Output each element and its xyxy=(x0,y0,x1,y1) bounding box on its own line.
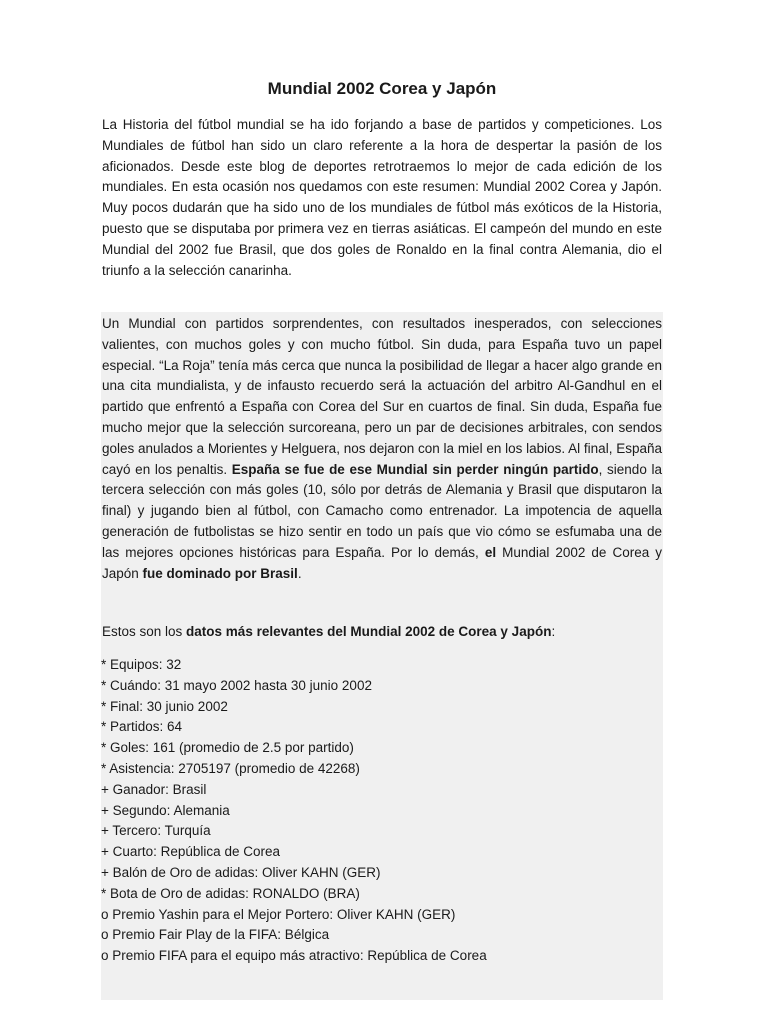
spain-paragraph-text-4: . xyxy=(297,565,302,581)
spain-paragraph-bold-3: fue dominado por Brasil xyxy=(142,565,298,581)
fact-item: * Asistencia: 2705197 (promedio de 42268) xyxy=(101,760,360,776)
fact-item: + Cuarto: República de Corea xyxy=(101,844,280,860)
fact-item: o Premio Yashin para el Mejor Portero: Oliver KAHN (GER) xyxy=(101,906,456,922)
facts-intro-text-2: : xyxy=(551,624,556,639)
facts-list xyxy=(101,655,661,967)
facts-intro-bold: datos más relevantes del Mundial 2002 de Corea y Japón xyxy=(186,624,552,639)
spain-paragraph-text-2: , siendo la tercera selección con más goles (10, sólo por detrás de Alemania y Brasil que disputaron la final) y jugando bien al fútbol, con Camacho como entrenador. La impotencia de aquella generación de futbolistas se hizo sentir en todo un país que vio cómo se esfumaba una de las mejores opciones históricas para España. Por lo demás, xyxy=(102,461,663,560)
fact-item: * Final: 30 junio 2002 xyxy=(101,698,228,714)
spain-paragraph-bold-1: España se fue de ese Mundial sin perder ningún partido xyxy=(231,461,599,477)
fact-item: o Premio Fair Play de la FIFA: Bélgica xyxy=(101,927,330,943)
spain-paragraph-text-3: Mundial 2002 de Corea y Japón xyxy=(102,544,662,581)
fact-item: * Bota de Oro de adidas: RONALDO (BRA) xyxy=(101,885,360,901)
fact-item: + Segundo: Alemania xyxy=(101,802,230,818)
facts-intro-text-1: Estos son los xyxy=(102,624,187,639)
spain-paragraph-bold-2: el xyxy=(484,544,497,560)
fact-item: + Balón de Oro de adidas: Oliver KAHN (GER) xyxy=(101,864,381,880)
fact-item: * Partidos: 64 xyxy=(101,719,183,735)
spain-paragraph xyxy=(102,314,662,584)
fact-item: * Cuándo: 31 mayo 2002 hasta 30 junio 2002 xyxy=(101,677,372,693)
facts-intro-paragraph xyxy=(102,622,662,643)
fact-item: + Ganador: Brasil xyxy=(101,781,207,797)
intro-paragraph: La Historia del fútbol mundial se ha ido forjando a base de partidos y competiciones. Los Mundiales de fútbol han sido un claro referente a la hora de despertar la pasión de los aficionados. Desde este blog de deportes retrotraemos lo mejor de cada edición de los mundiales. En esta ocasión nos quedamos con este resumen: Mundial 2002 Corea y Japón. Muy pocos dudarán que ha sido uno de los mundiales de fútbol más exóticos de la Historia, puesto que se disputaba por primera vez en tierras asiáticas. El campeón del mundo en este Mundial del 2002 fue Brasil, que dos goles de Ronaldo en la final contra Alemania, dio el triunfo a la selección canarinha. xyxy=(102,117,662,278)
spain-paragraph-text-1: Un Mundial con partidos sorprendentes, con resultados inesperados, con selecciones valientes, con muchos goles y con mucho fútbol. Sin duda, para España tuvo un papel especial. “La Roja” tenía más cerca que nunca la posibilidad de llegar a hacer algo grande en una cita mundialista, y de infausto recuerdo será la actuación del arbitro Al-Gandhul en el partido que enfrentó a España con Corea del Sur en cuartos de final. Sin duda, España fue mucho mejor que la selección surcoreana, pero un par de decisiones arbitrales, con sendos goles anulados a Morientes y Helguera, nos dejaron con la miel en los labios. Al final, España cayó en los penaltis. xyxy=(102,316,662,477)
fact-item: + Tercero: Turquía xyxy=(101,823,211,839)
fact-item: o Premio FIFA para el equipo más atractivo: República de Corea xyxy=(101,948,487,964)
page-title: Mundial 2002 Corea y Japón xyxy=(267,79,497,98)
fact-item: * Equipos: 32 xyxy=(101,657,182,672)
fact-item: * Goles: 161 (promedio de 2.5 por partido) xyxy=(101,740,354,756)
